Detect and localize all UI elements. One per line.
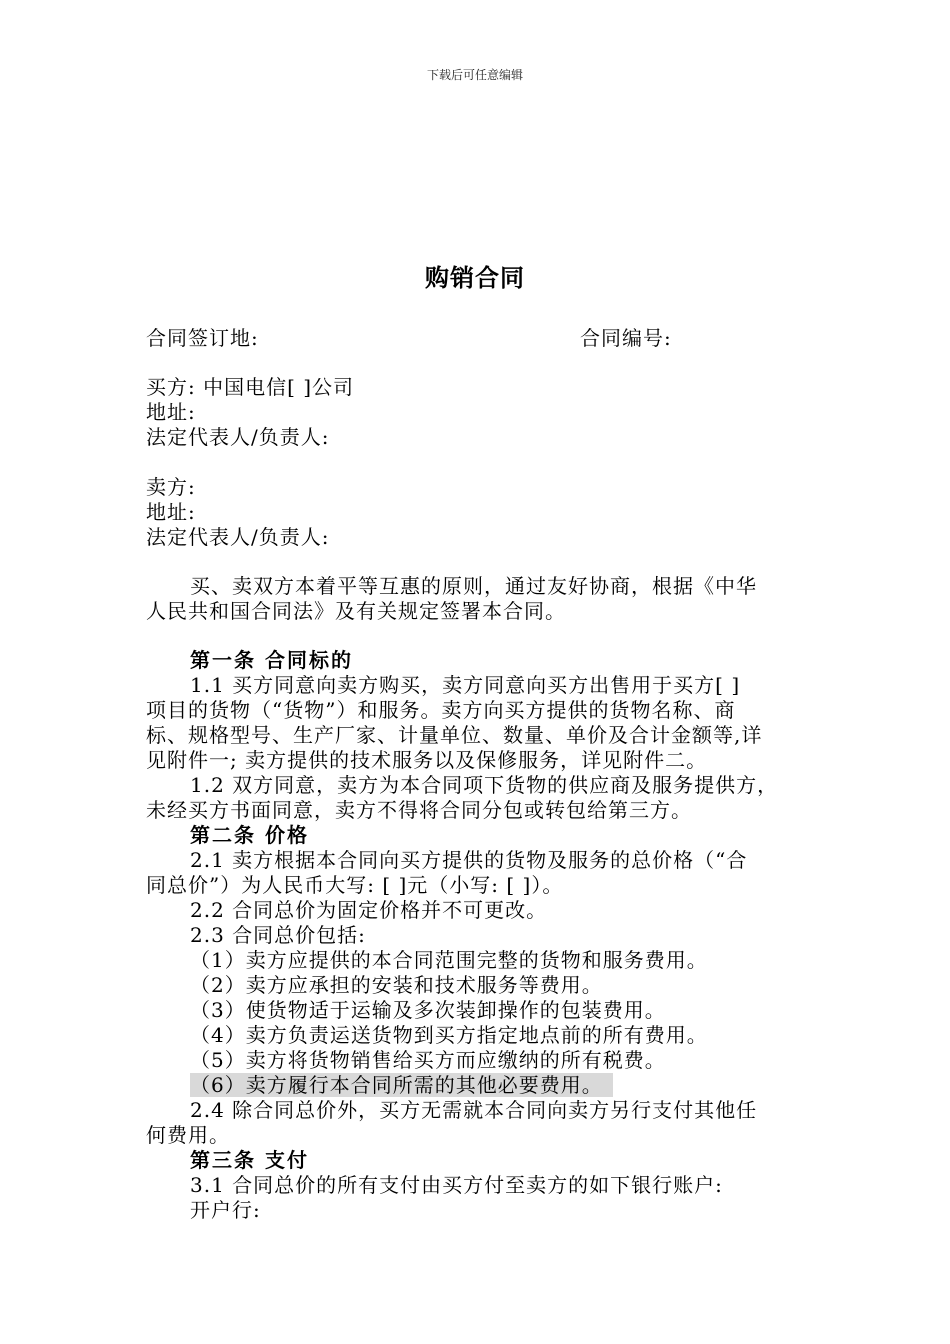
seller-representative: 法定代表人/负责人: [146, 525, 330, 549]
article-1-line: 1.2 双方同意，卖方为本合同项下货物的供应商及服务提供方， [190, 773, 779, 797]
article-3-line: 3.1 合同总价的所有支付由买方付至卖方的如下银行账户: [190, 1173, 723, 1197]
article-2-item: （1）卖方应提供的本合同范围完整的货物和服务费用。 [190, 948, 708, 972]
seller-name: 卖方: [146, 475, 196, 499]
article-1-heading: 第一条 合同标的 [190, 648, 353, 672]
sign-place-label: 合同签订地: [146, 326, 259, 350]
article-2-heading: 第二条 价格 [190, 823, 309, 847]
article-1-line: 未经买方书面同意，卖方不得将合同分包或转包给第三方。 [146, 798, 692, 822]
article-2-line: 2.4 除合同总价外，买方无需就本合同向卖方另行支付其他任 [190, 1098, 758, 1122]
intro-line: 人民共和国合同法》及有关规定签署本合同。 [146, 599, 566, 623]
article-2-item-highlighted: （6）卖方履行本合同所需的其他必要费用。 [190, 1073, 613, 1097]
article-1-line: 标、规格型号、生产厂家、计量单位、数量、单价及合计金额等,详 [146, 723, 763, 747]
article-2-line: 2.3 合同总价包括: [190, 923, 366, 947]
seller-address: 地址: [146, 500, 196, 524]
article-1-line: 项目的货物（“货物”）和服务。卖方向买方提供的货物名称、商 [146, 698, 736, 722]
article-1-line: 1.1 买方同意向卖方购买，卖方同意向买方出售用于买方[ ] [190, 673, 741, 697]
article-3-heading: 第三条 支付 [190, 1148, 309, 1172]
article-2-item: （2）卖方应承担的安装和技术服务等费用。 [190, 973, 603, 997]
article-2-item: （4）卖方负责运送货物到买方指定地点前的所有费用。 [190, 1023, 708, 1047]
article-2-item: （5）卖方将货物销售给买方而应缴纳的所有税费。 [190, 1048, 666, 1072]
buyer-name: 买方: 中国电信[ ]公司 [146, 375, 355, 399]
article-2-line: 何费用。 [146, 1123, 230, 1147]
article-2-line: 同总价”）为人民币大写: [ ]元（小写: [ ]）。 [146, 873, 564, 897]
buyer-address: 地址: [146, 400, 196, 424]
article-3-line: 开户行: [190, 1198, 261, 1222]
article-2-line: 2.2 合同总价为固定价格并不可更改。 [190, 898, 548, 922]
intro-line: 买、卖双方本着平等互惠的原则，通过友好协商，根据《中华 [190, 574, 757, 598]
contract-number-label: 合同编号: [580, 326, 672, 350]
article-1-line: 见附件一; 卖方提供的技术服务以及保修服务，详见附件二。 [146, 748, 708, 772]
page-header-note: 下载后可任意编辑 [426, 68, 523, 82]
article-2-item: （3）使货物适于运输及多次装卸操作的包装费用。 [190, 998, 666, 1022]
article-2-line: 2.1 卖方根据本合同向买方提供的货物及服务的总价格（“合 [190, 848, 748, 872]
contract-title: 购销合同 [425, 264, 525, 292]
buyer-representative: 法定代表人/负责人: [146, 425, 330, 449]
